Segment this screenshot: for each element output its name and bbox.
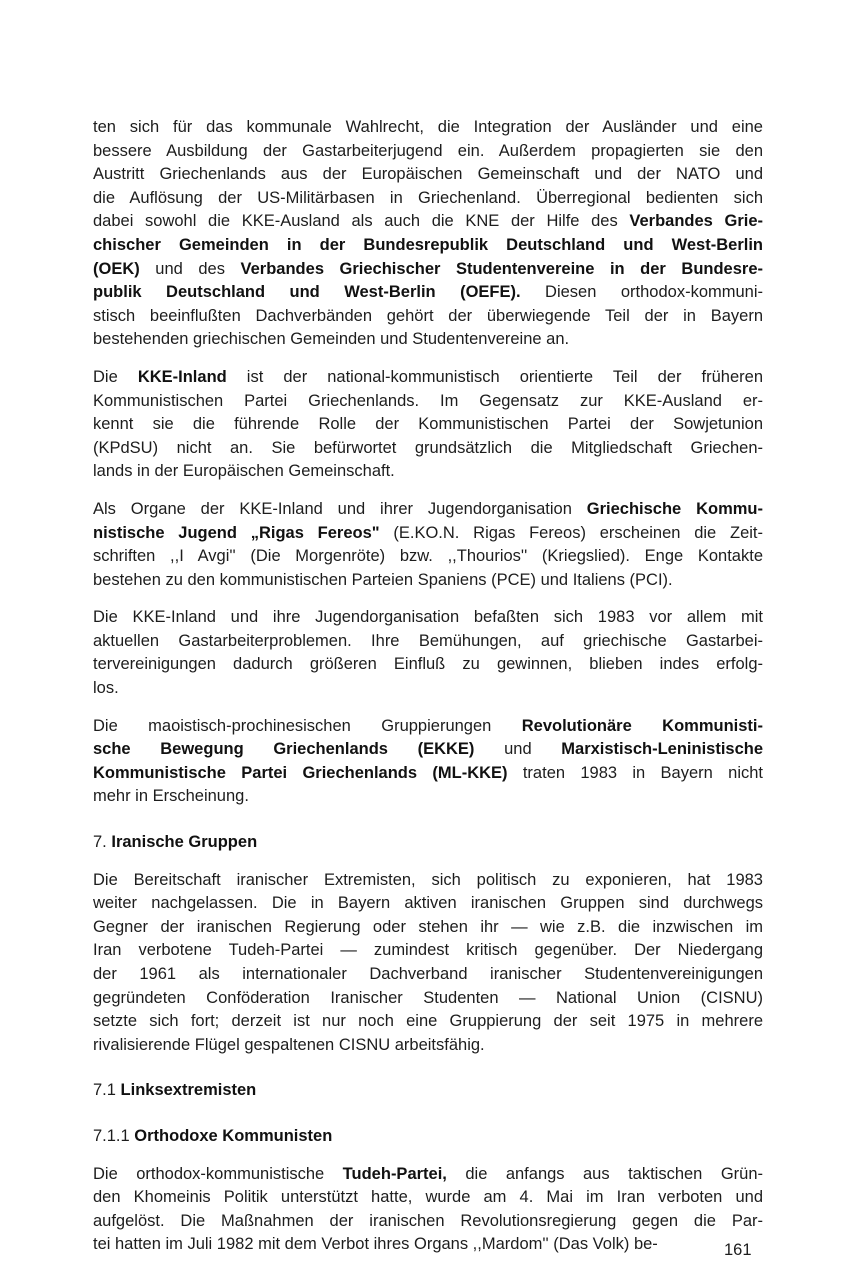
document-page — [93, 116, 763, 1257]
text-line: Kommunistische Partei Griechenlands (ML-KKE) traten 1983 in Bayern nicht — [93, 763, 763, 782]
text-line: aufgelöst. Die Maßnahmen der iranischen Revolutionsregierung gegen die Par- — [93, 1211, 763, 1230]
text-line: bessere Ausbildung der Gastarbeiterjugend ein. Außerdem propagierten sie den — [93, 141, 763, 160]
text-line: den Khomeinis Politik unterstützt hatte, wurde am 4. Mai im Iran verboten und — [93, 1188, 763, 1207]
text-line: Die KKE-Inland ist der national-kommunistisch orientierte Teil der früheren — [93, 367, 763, 386]
text-line: tei hatten im Juli 1982 mit dem Verbot ihres Organs ,,Mardom'' (Das Volk) be- — [93, 1235, 658, 1254]
text-line: los. — [93, 679, 119, 698]
paragraph-maoist-groups — [93, 715, 763, 809]
text-line: aktuellen Gastarbeiterproblemen. Ihre Bemühungen, auf griechische Gastarbei- — [93, 631, 763, 650]
text-line: der 1961 als internationaler Dachverband iranischer Studentenvereinigungen — [93, 965, 763, 983]
text-line: chischer Gemeinden in der Bundesrepublik Deutschland und West-Berlin — [93, 235, 763, 254]
section-heading-7: 7. Iranische Gruppen — [93, 833, 258, 852]
text-line: tervereinigungen dadurch größeren Einfluß zu gewinnen, blieben indes erfolg- — [93, 655, 763, 674]
text-line: nistische Jugend „Rigas Fereos" (E.KO.N. Rigas Fereos) erscheinen die Zeit- — [93, 523, 763, 542]
text-line: Die Bereitschaft iranischer Extremisten, sich politisch zu exponieren, hat 1983 — [93, 870, 763, 889]
text-line: (OEK) und des Verbandes Griechischer Studentenvereine in der Bundesre- — [93, 259, 764, 278]
text-line: Gegner der iranischen Regierung oder stehen ihr — wie z.B. die inzwischen im — [93, 917, 763, 936]
text-line: Kommunistischen Partei Griechenlands. Im Gegensatz zur KKE-Ausland er- — [93, 391, 763, 410]
text-line: setzte sich fort; derzeit ist nur noch eine Gruppierung der seit 1975 in mehrere — [93, 1012, 763, 1031]
paragraph-kke-inland — [93, 366, 763, 484]
text-line: publik Deutschland und West-Berlin (OEFE). Diesen orthodox-kommuni- — [93, 283, 764, 302]
paragraph-greek-associations — [93, 116, 763, 352]
text-line: kennt sie die führende Rolle der Kommunistischen Partei der Sowjetunion — [93, 415, 763, 434]
text-line: die Auflösung der US-Militärbasen in Griechenland. Überregional bedienten sich — [93, 188, 763, 207]
paragraph-kke-inland-activities — [93, 606, 763, 700]
text-line: weiter nachgelassen. Die in Bayern aktiven iranischen Gruppen sind durchwegs — [93, 894, 763, 913]
text-line: sche Bewegung Griechenlands (EKKE) und Marxistisch-Leninistische — [93, 740, 764, 759]
section-heading-7-1: 7.1 Linksextremisten — [93, 1081, 257, 1100]
text-line: bestehen zu den kommunistischen Parteien Spaniens (PCE) und Italiens (PCI). — [93, 570, 673, 589]
text-line: dabei sowohl die KKE-Ausland als auch die KNE der Hilfe des Verbandes Grie- — [93, 212, 763, 231]
text-line: ten sich für das kommunale Wahlrecht, die Integration der Ausländer und eine — [93, 118, 763, 136]
text-line: bestehenden griechischen Gemeinden und Studentenvereine an. — [93, 330, 570, 349]
text-line: Die maoistisch-prochinesischen Gruppierungen Revolutionäre Kommunisti- — [93, 716, 763, 735]
text-line: lands in der Europäischen Gemeinschaft. — [93, 462, 395, 481]
text-line: Iran verbotene Tudeh-Partei — zumindest kritisch gegenüber. Der Niedergang — [93, 941, 763, 960]
text-line: Die KKE-Inland und ihre Jugendorganisation befaßten sich 1983 vor allem mit — [93, 608, 763, 627]
text-line: stisch beeinflußten Dachverbänden gehört der überwiegende Teil der in Bayern — [93, 306, 763, 325]
paragraph-kke-inland-organs — [93, 498, 763, 592]
text-line: gegründeten Conföderation Iranischer Studenten — National Union (CISNU) — [93, 988, 763, 1007]
text-line: (KPdSU) nicht an. Sie befürwortet grundsätzlich die Mitgliedschaft Griechen- — [93, 438, 763, 457]
page-number: 161 — [724, 1241, 752, 1259]
section-heading-7-1-1: 7.1.1 Orthodoxe Kommunisten — [93, 1126, 333, 1145]
text-line: rivalisierende Flügel gespaltenen CISNU arbeitsfähig. — [93, 1035, 485, 1054]
text-line: mehr in Erscheinung. — [93, 787, 249, 806]
paragraph-tudeh-party — [93, 1163, 763, 1257]
text-line: Austritt Griechenlands aus der Europäischen Gemeinschaft und der NATO und — [93, 165, 763, 184]
text-line: schriften ,,I Avgi'' (Die Morgenröte) bzw. ,,Thourios'' (Kriegslied). Enge Kontakte — [93, 547, 763, 566]
text-line: Als Organe der KKE-Inland und ihrer Jugendorganisation Griechische Kommu- — [93, 499, 763, 518]
paragraph-iranian-groups — [93, 869, 763, 1058]
text-line: Die orthodox-kommunistische Tudeh-Partei, die anfangs aus taktischen Grün- — [93, 1164, 763, 1183]
